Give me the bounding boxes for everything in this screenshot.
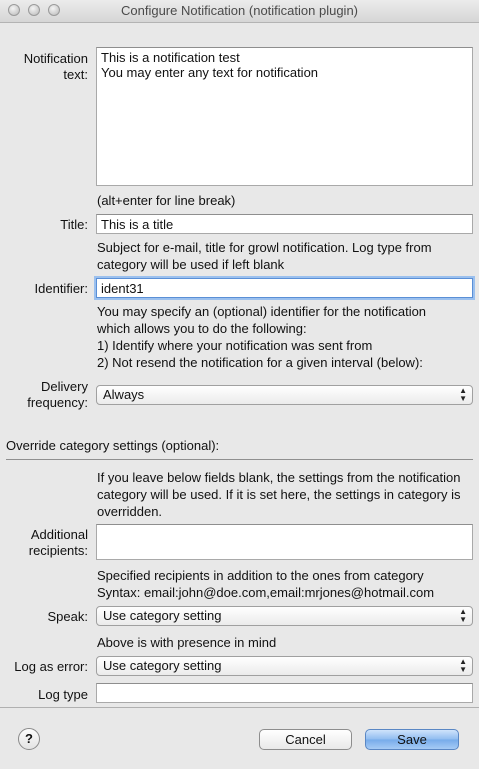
up-down-arrows-icon: ▲ ▼ [459,607,467,624]
identifier-help [97,303,473,371]
speak-label: Speak: [47,609,88,624]
identifier-help-line: You may specify an (optional) identifier for the notification [97,304,427,319]
window-title: Configure Notification (notification plugin) [120,3,358,18]
help-button[interactable]: ? [18,728,40,750]
delivery-frequency-label: Delivery frequency: [27,379,88,410]
notification-text-hint: (alt+enter for line break) [97,193,236,208]
override-help: If you leave below fields blank, the settings from the notification category will be used. If it is set here, the settings in category is overridden. [97,470,461,519]
override-heading: Override category settings (optional): [6,438,220,453]
recipients-help [97,567,473,601]
override-divider [6,459,473,460]
title-help: Subject for e-mail, title for growl notification. Log type from category will be used if left blank [97,240,432,272]
cancel-button[interactable]: Cancel [259,729,352,750]
title-input[interactable] [96,214,473,234]
delivery-frequency-select[interactable] [96,385,473,405]
identifier-help-line: which allows you to do the following: [97,321,307,336]
up-down-arrows-icon: ▲ ▼ [459,657,467,674]
notification-text-label: Notification text: [23,51,88,82]
recipients-help-line: Specified recipients in addition to the ones from category [97,568,424,583]
title-bar [0,0,479,23]
speak-select[interactable] [96,606,473,626]
log-as-error-label: Log as error: [14,659,88,674]
identifier-label: Identifier: [34,281,88,296]
title-label: Title: [60,217,88,232]
additional-recipients-label: Additional recipients: [28,527,88,558]
speak-value: Use category setting [103,608,222,623]
delivery-frequency-value: Always [103,387,145,402]
speak-help: Above is with presence in mind [97,635,277,650]
log-type-input[interactable] [96,683,473,703]
footer-divider [0,707,479,708]
log-as-error-value: Use category setting [103,658,222,673]
up-down-arrows-icon: ▲ ▼ [459,386,467,403]
identifier-input[interactable] [96,278,473,298]
identifier-help-line: 1) Identify where your notification was sent from [97,338,373,353]
additional-recipients-input[interactable] [96,524,473,560]
save-button[interactable]: Save [365,729,459,750]
notification-text-input[interactable] [96,47,473,186]
log-as-error-select[interactable] [96,656,473,676]
identifier-help-line: 2) Not resend the notification for a given interval (below): [97,355,423,370]
recipients-help-line: Syntax: email:john@doe.com,email:mrjones@hotmail.com [97,585,435,600]
log-type-label: Log type [38,687,88,702]
